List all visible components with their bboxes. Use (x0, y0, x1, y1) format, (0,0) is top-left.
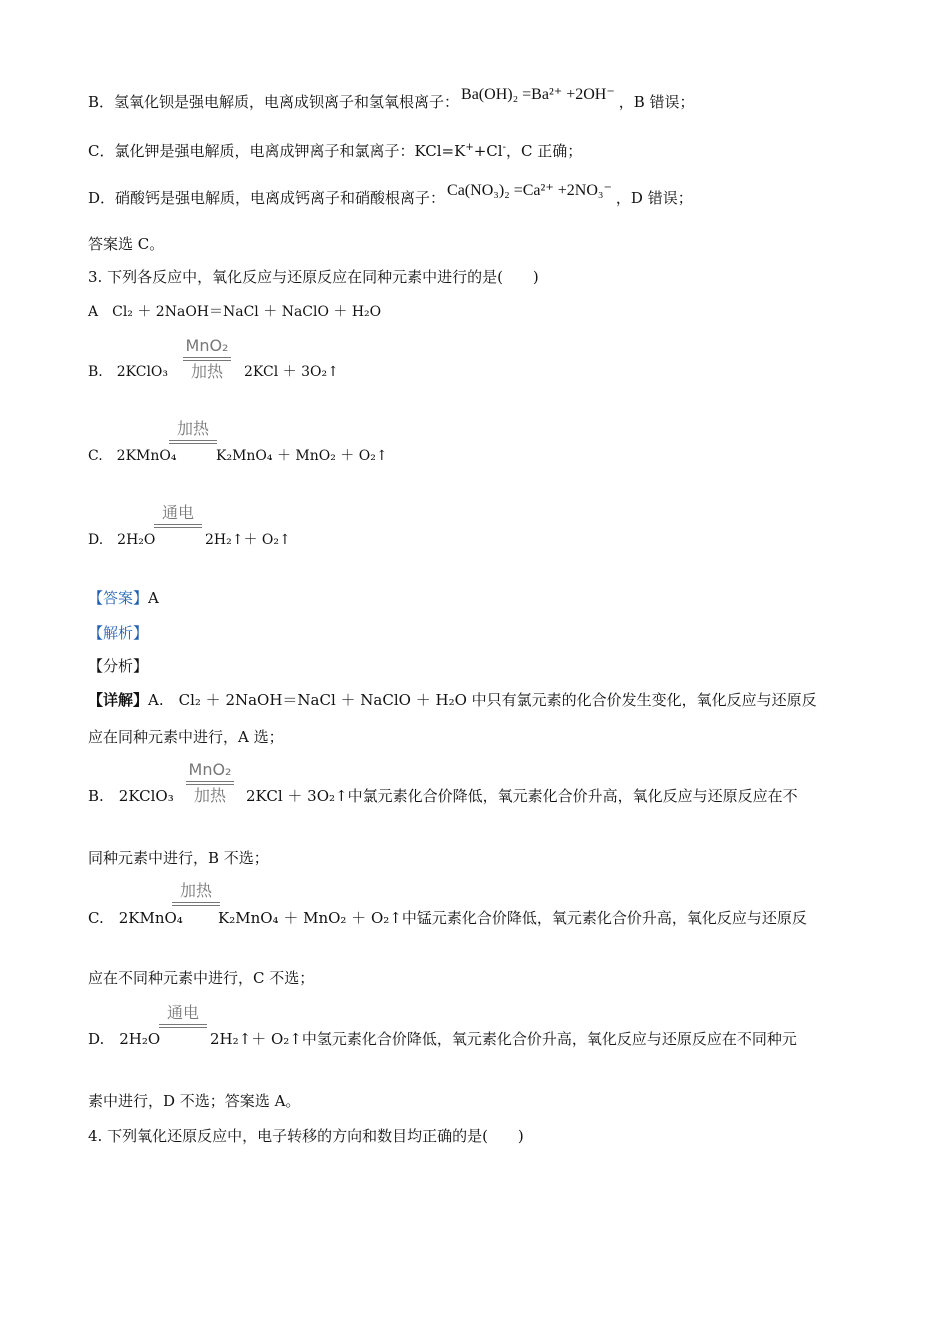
q3-stem: 3. 下列各反应中，氧化反应与还原反应在同种元素中进行的是( ) (88, 268, 539, 286)
detail-b-condition: MnO₂ 加热 (184, 760, 236, 806)
q3-option-d-left: D. 2H₂O (88, 532, 156, 548)
detail-c-left: C. 2KMnO₄ (88, 909, 183, 927)
line-c: C．氯化钾是强电解质，电离成钾离子和氯离子：KCl=K++Cl-，C 正确； (88, 142, 583, 160)
detail-c-line2: 应在不同种元素中进行，C 不选； (88, 969, 315, 987)
q3-option-b-condition: MnO₂ 加热 (181, 336, 233, 382)
detail-d-condition: 通电 (157, 1003, 209, 1029)
q3-option-c-right: K₂MnO₄ ＋ MnO₂ ＋ O₂↑ (216, 448, 388, 464)
equals-arrow (186, 781, 234, 785)
equals-arrow (159, 1024, 207, 1028)
q3-option-c-condition: 加热 (167, 419, 219, 445)
formula-ba: Ba(OH)₂ =Ba²⁺ +2OH⁻ (461, 86, 615, 103)
line-d: D．硝酸钙是强电解质，电离成钙离子和硝酸根离子： Ca(NO₃)₂ =Ca²⁺ +2NO₃⁻ ，D 错误； (88, 182, 693, 207)
detail-d-right: 2H₂↑＋ O₂↑中氢元素化合价降低，氧元素化合价升高，氧化反应与还原反应在不同种元 (210, 1030, 797, 1048)
equals-arrow (154, 524, 202, 528)
equals-arrow (169, 440, 217, 444)
q3-option-d-condition: 通电 (152, 503, 204, 529)
detail-label: 【详解】 (88, 691, 149, 709)
q3-option-c-left: C. 2KMnO₄ (88, 448, 177, 464)
detail-d-line2: 素中进行，D 不选；答案选 A。 (88, 1092, 301, 1110)
answer-line (88, 588, 159, 608)
q3-option-d-right: 2H₂↑＋ O₂↑ (205, 532, 291, 548)
detail-a-line1: 【详解】A. Cl₂ ＋ 2NaOH＝NaCl ＋ NaClO ＋ H₂O 中只有氯元素的化合价发生变化，氧化反应与还原反 (88, 691, 817, 709)
formula-ca: Ca(NO₃)₂ =Ca²⁺ +2NO₃⁻ (447, 182, 612, 199)
answer-c: 答案选 C。 (88, 235, 165, 253)
line-b: B．氢氧化钡是强电解质，电离成钡离子和氢氧根离子： Ba(OH)₂ =Ba²⁺ +2OH⁻ ，B 错误； (88, 86, 695, 111)
detail-a-line2: 应在同种元素中进行，A 选； (88, 728, 284, 746)
q3-option-a: A Cl₂ ＋ 2NaOH＝NaCl ＋ NaClO ＋ H₂O (88, 304, 382, 320)
answer-label: 【答案】 (88, 589, 149, 607)
answer-value: A (148, 589, 159, 607)
detail-b-left: B. 2KClO₃ (88, 787, 174, 805)
q3-option-b-left: B. 2KClO₃ (88, 364, 169, 380)
equals-arrow (172, 902, 220, 906)
equals-arrow (183, 357, 231, 361)
detail-c-condition: 加热 (170, 881, 222, 907)
q4-stem: 4. 下列氧化还原反应中，电子转移的方向和数目均正确的是( ) (88, 1127, 524, 1145)
fenxi-label: 【分析】 (88, 657, 149, 675)
detail-c-right: K₂MnO₄ ＋ MnO₂ ＋ O₂↑中锰元素化合价降低，氧元素化合价升高，氧化反应与还原反 (218, 909, 807, 927)
detail-b-line2: 同种元素中进行，B 不选； (88, 849, 269, 867)
detail-b-right: 2KCl ＋ 3O₂↑中氯元素化合价降低，氧元素化合价升高，氧化反应与还原反应在不 (246, 787, 798, 805)
detail-d-left: D. 2H₂O (88, 1030, 161, 1048)
analysis-label: 【解析】 (88, 624, 149, 642)
q3-option-b-right: 2KCl ＋ 3O₂↑ (244, 364, 339, 380)
